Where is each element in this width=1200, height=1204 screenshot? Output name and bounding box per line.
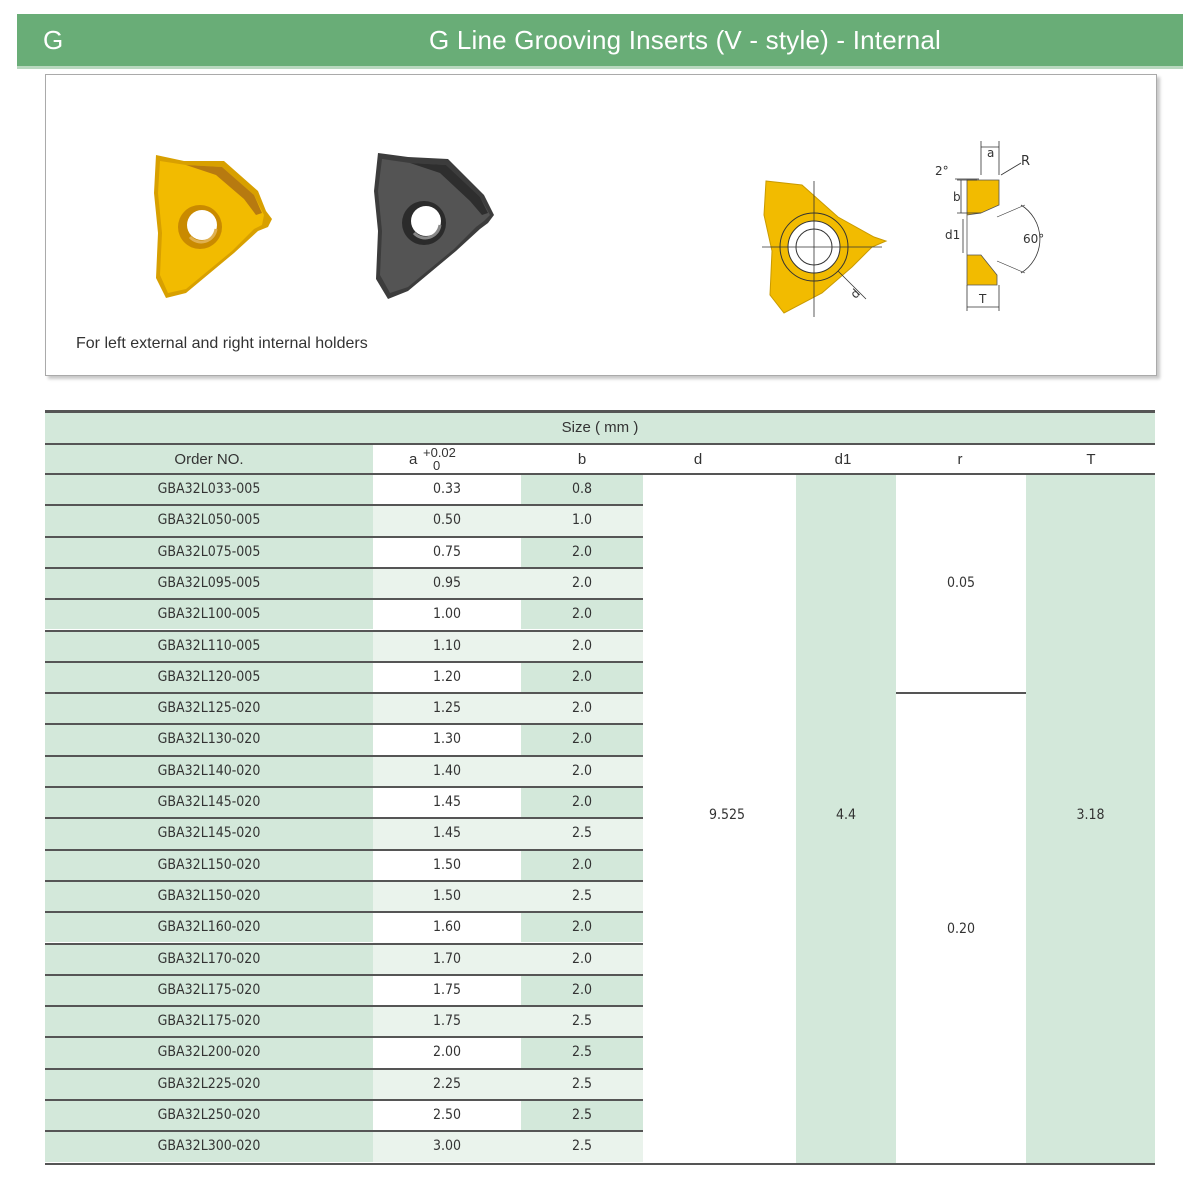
a-value-cell: 1.50 bbox=[373, 851, 521, 880]
angle-60-label: 60° bbox=[1023, 232, 1045, 246]
row-divider bbox=[45, 1005, 643, 1007]
b-value-cell: 2.5 bbox=[521, 819, 643, 848]
row-divider bbox=[45, 630, 643, 632]
a-value-cell: 1.75 bbox=[373, 1007, 521, 1036]
a-value-cell: 2.25 bbox=[373, 1070, 521, 1099]
b-value-cell: 2.0 bbox=[521, 788, 643, 817]
row-divider bbox=[45, 692, 643, 694]
a-value-cell: 1.60 bbox=[373, 913, 521, 942]
row-divider bbox=[45, 911, 643, 913]
b-value-cell: 2.0 bbox=[521, 569, 643, 598]
row-divider bbox=[45, 661, 643, 663]
holder-caption: For left external and right internal holders bbox=[76, 335, 368, 352]
r-value-1: 0.20 bbox=[946, 921, 976, 937]
order-no-cell: GBA32L125-020 bbox=[45, 694, 373, 723]
a-value-cell: 1.00 bbox=[373, 600, 521, 629]
page-title: G Line Grooving Inserts (V - style) - Internal bbox=[428, 25, 942, 55]
a-value-cell: 1.45 bbox=[373, 788, 521, 817]
a-value-cell: 2.00 bbox=[373, 1038, 521, 1067]
b-value-cell: 2.0 bbox=[521, 632, 643, 661]
b-value-cell: 1.0 bbox=[521, 506, 643, 535]
header-order-no: Order NO. bbox=[45, 445, 373, 473]
b-value-cell: 2.0 bbox=[521, 913, 643, 942]
column-header-row bbox=[45, 445, 1155, 475]
a-value-cell: 3.00 bbox=[373, 1132, 521, 1161]
section-letter: G bbox=[43, 25, 64, 55]
order-no-cell: GBA32L145-020 bbox=[45, 819, 373, 848]
header-t: T bbox=[1086, 451, 1096, 468]
b-value-cell: 2.0 bbox=[521, 600, 643, 629]
b-value-cell: 2.0 bbox=[521, 694, 643, 723]
order-no-cell: GBA32L170-020 bbox=[45, 945, 373, 974]
b-value-cell: 2.5 bbox=[521, 1132, 643, 1161]
row-divider bbox=[45, 1068, 643, 1070]
a-value-cell: 1.25 bbox=[373, 694, 521, 723]
b-value-cell: 2.0 bbox=[521, 851, 643, 880]
order-no-cell: GBA32L300-020 bbox=[45, 1132, 373, 1161]
a-value-cell: 0.95 bbox=[373, 569, 521, 598]
b-value-cell: 2.5 bbox=[521, 1101, 643, 1130]
row-divider bbox=[45, 723, 643, 725]
order-no-cell: GBA32L140-020 bbox=[45, 757, 373, 786]
a-value-cell: 0.50 bbox=[373, 506, 521, 535]
d-value: 9.525 bbox=[708, 807, 746, 823]
order-no-cell: GBA32L050-005 bbox=[45, 506, 373, 535]
b-value-cell: 2.0 bbox=[521, 976, 643, 1005]
d1-label: d1 bbox=[945, 228, 961, 242]
r-label: R bbox=[1021, 154, 1031, 169]
b-value-cell: 2.5 bbox=[521, 1007, 643, 1036]
row-divider bbox=[45, 786, 643, 788]
order-no-cell: GBA32L145-020 bbox=[45, 788, 373, 817]
b-value-cell: 2.0 bbox=[521, 538, 643, 567]
order-no-cell: GBA32L075-005 bbox=[45, 538, 373, 567]
row-divider bbox=[45, 598, 643, 600]
size-header: Size ( mm ) bbox=[45, 413, 1155, 445]
a-value-cell: 1.20 bbox=[373, 663, 521, 692]
order-no-cell: GBA32L100-005 bbox=[45, 600, 373, 629]
b-value-cell: 2.0 bbox=[521, 945, 643, 974]
d-column bbox=[643, 475, 796, 1163]
b-value-cell: 2.0 bbox=[521, 757, 643, 786]
b-value-cell: 2.0 bbox=[521, 725, 643, 754]
header-a-symbol: a bbox=[409, 451, 418, 468]
row-divider bbox=[45, 1099, 643, 1101]
b-value-cell: 2.5 bbox=[521, 1070, 643, 1099]
a-value-cell: 0.33 bbox=[373, 475, 521, 504]
row-divider bbox=[45, 974, 643, 976]
header-a-tol-upper: +0.02 bbox=[423, 445, 456, 460]
t-value: 3.18 bbox=[1076, 807, 1105, 823]
header-r: r bbox=[957, 451, 963, 468]
order-no-cell: GBA32L150-020 bbox=[45, 851, 373, 880]
d1-value: 4.4 bbox=[835, 807, 857, 823]
profile-dimension-drawing bbox=[901, 135, 1051, 320]
t-label: T bbox=[979, 292, 987, 306]
row-divider bbox=[45, 536, 643, 538]
a-value-cell: 1.30 bbox=[373, 725, 521, 754]
t-column bbox=[1026, 475, 1155, 1163]
a-value-cell: 0.75 bbox=[373, 538, 521, 567]
a-value-cell: 1.40 bbox=[373, 757, 521, 786]
row-divider bbox=[45, 880, 643, 882]
d1-column bbox=[796, 475, 896, 1163]
b-value-cell: 2.0 bbox=[521, 663, 643, 692]
header-a-tol-lower: 0 bbox=[433, 458, 441, 473]
order-no-cell: GBA32L095-005 bbox=[45, 569, 373, 598]
row-divider bbox=[45, 1036, 643, 1038]
order-no-cell: GBA32L120-005 bbox=[45, 663, 373, 692]
a-value-cell: 2.50 bbox=[373, 1101, 521, 1130]
a-value-cell: 1.70 bbox=[373, 945, 521, 974]
gold-insert-image bbox=[146, 153, 276, 303]
b-value-cell: 2.5 bbox=[521, 1038, 643, 1067]
b-value-cell: 2.5 bbox=[521, 882, 643, 911]
row-divider bbox=[45, 817, 643, 819]
header-b: b bbox=[577, 451, 587, 468]
b-value-cell: 0.8 bbox=[521, 475, 643, 504]
order-no-cell: GBA32L033-005 bbox=[45, 475, 373, 504]
dark-insert-image bbox=[368, 151, 498, 303]
product-image-panel bbox=[45, 74, 1157, 376]
row-divider bbox=[45, 943, 643, 945]
angle-2-label: 2° bbox=[935, 164, 949, 178]
order-no-cell: GBA32L175-020 bbox=[45, 976, 373, 1005]
row-divider bbox=[45, 504, 643, 506]
a-value-cell: 1.75 bbox=[373, 976, 521, 1005]
title-banner bbox=[17, 14, 1183, 66]
order-no-cell: GBA32L250-020 bbox=[45, 1101, 373, 1130]
insert-schematic-drawing bbox=[762, 175, 892, 320]
b-label: b bbox=[953, 190, 961, 204]
header-a bbox=[373, 445, 521, 473]
r-divider bbox=[896, 692, 1026, 694]
table-bottom-rule bbox=[45, 1163, 1155, 1165]
header-d1: d1 bbox=[834, 451, 852, 468]
a-value-cell: 1.50 bbox=[373, 882, 521, 911]
order-no-cell: GBA32L160-020 bbox=[45, 913, 373, 942]
order-no-cell: GBA32L225-020 bbox=[45, 1070, 373, 1099]
row-divider bbox=[45, 567, 643, 569]
order-no-cell: GBA32L110-005 bbox=[45, 632, 373, 661]
a-label: a bbox=[987, 146, 995, 160]
row-divider bbox=[45, 1130, 643, 1132]
order-no-cell: GBA32L200-020 bbox=[45, 1038, 373, 1067]
header-d: d bbox=[693, 451, 703, 468]
order-no-cell: GBA32L150-020 bbox=[45, 882, 373, 911]
r-column bbox=[896, 475, 1026, 1163]
row-divider bbox=[45, 755, 643, 757]
d-label: d bbox=[847, 286, 863, 302]
a-value-cell: 1.45 bbox=[373, 819, 521, 848]
a-value-cell: 1.10 bbox=[373, 632, 521, 661]
row-divider bbox=[45, 849, 643, 851]
order-no-cell: GBA32L175-020 bbox=[45, 1007, 373, 1036]
order-no-cell: GBA32L130-020 bbox=[45, 725, 373, 754]
r-value-0: 0.05 bbox=[946, 575, 976, 591]
